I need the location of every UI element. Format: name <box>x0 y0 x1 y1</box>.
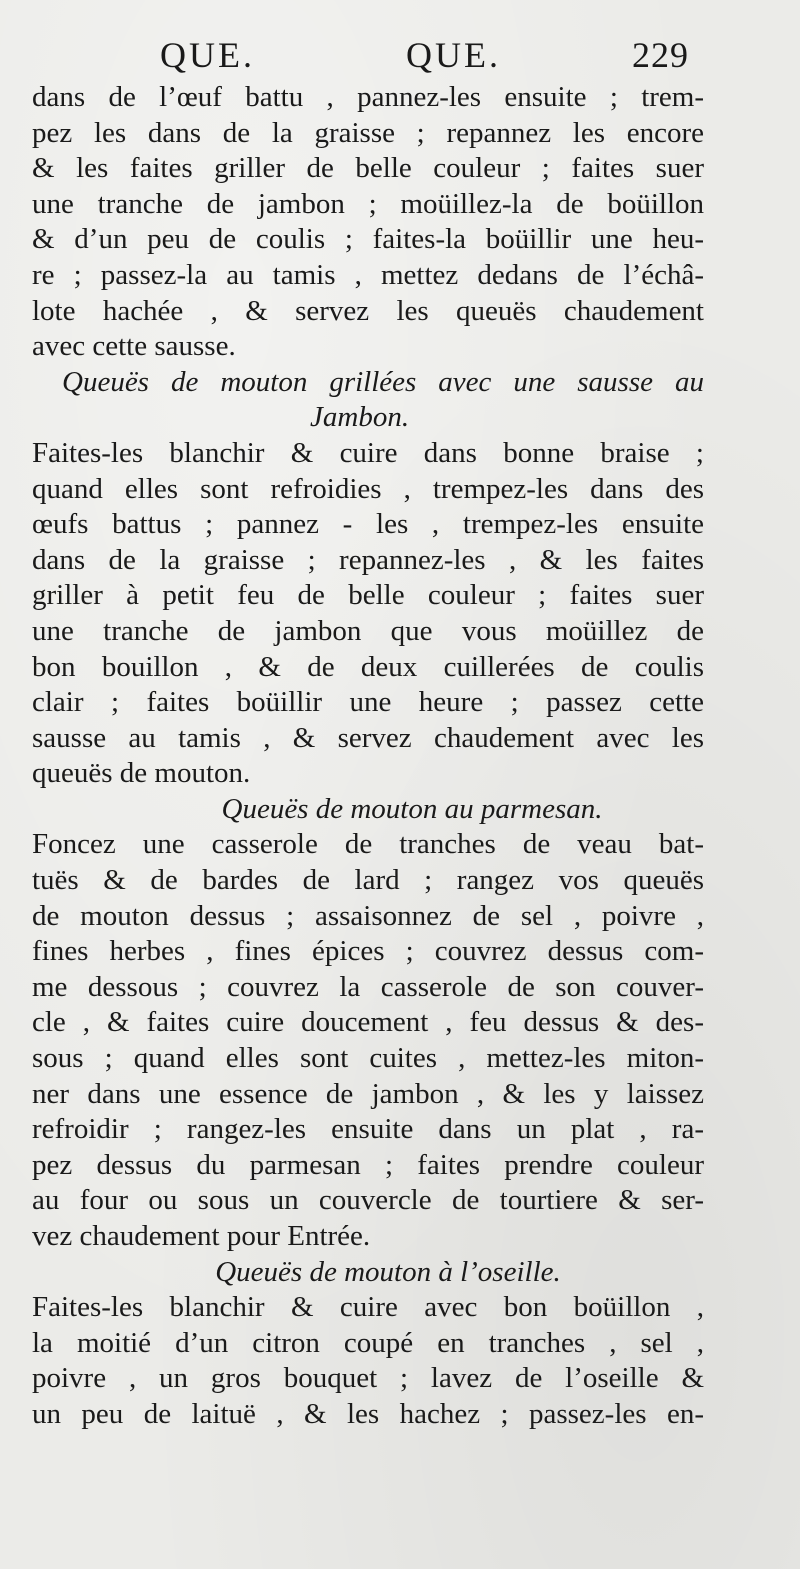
running-head-left: QUE. <box>160 35 255 75</box>
text-line: ner dans une essence de jambon , & les y laissez <box>32 1077 704 1110</box>
text-line: tuës & de bardes de lard ; rangez vos queuës <box>32 864 704 897</box>
text-line: Faites-les blanchir & cuire avec bon boüillon , <box>32 1291 704 1324</box>
text-line: sous ; quand elles sont cuites , mettez-les miton- <box>32 1042 704 1075</box>
page-header <box>0 34 800 78</box>
section-heading-continued: Jambon. <box>310 401 410 434</box>
text-line: dans de l’œuf battu , pannez-les ensuite ; trem- <box>32 81 704 113</box>
page-number: 229 <box>632 35 689 75</box>
text-line: refroidir ; rangez-les ensuite dans un plat , ra- <box>32 1113 704 1146</box>
text-line: au four ou sous un couvercle de tourtiere & ser- <box>32 1184 704 1217</box>
text-line: clair ; faites boüillir une heure ; passez cette <box>32 686 704 719</box>
text-line: griller à petit feu de belle couleur ; faites suer <box>32 579 704 612</box>
text-line: dans de la graisse ; repannez-les , & les faites <box>32 543 704 576</box>
text-line: quand elles sont refroidies , trempez-les dans des <box>32 472 704 505</box>
section-heading: Queuës de mouton à l’oseille. <box>215 1255 561 1288</box>
text-line: me dessous ; couvrez la casserole de son couver- <box>32 970 704 1003</box>
text-line: la moitié d’un citron coupé en tranches , sel , <box>32 1326 704 1359</box>
text-line: vez chaudement pour Entrée. <box>32 1220 371 1252</box>
text-line: Faites-les blanchir & cuire dans bonne braise ; <box>32 436 704 469</box>
text-line: Foncez une casserole de tranches de veau bat- <box>32 828 704 861</box>
section-heading: Queuës de mouton grillées avec une sausse au <box>62 365 704 398</box>
text-line: bon bouillon , & de deux cuillerées de coulis <box>32 650 704 683</box>
text-line: lote hachée , & servez les queuës chaudement <box>32 294 704 327</box>
page-text <box>32 80 704 1433</box>
text-line: avec cette sausse. <box>32 330 236 363</box>
text-line: fines herbes , fines épices ; couvrez dessus com- <box>32 935 704 968</box>
text-line: pez dessus du parmesan ; faites prendre couleur <box>32 1148 704 1181</box>
text-line: de mouton dessus ; assaisonnez de sel , poivre , <box>32 899 704 932</box>
running-head-right: QUE. <box>406 35 501 75</box>
text-line: sausse au tamis , & servez chaudement avec les <box>32 721 704 754</box>
text-line: pez les dans de la graisse ; repannez les encore <box>32 116 704 149</box>
text-line: poivre , un gros bouquet ; lavez de l’oseille & <box>32 1362 704 1395</box>
section-heading: Queuës de mouton au parmesan. <box>221 792 603 825</box>
text-line: un peu de laituë , & les hachez ; passez-les en- <box>32 1397 704 1430</box>
text-line: re ; passez-la au tamis , mettez dedans de l’échâ- <box>32 258 704 291</box>
text-line: une tranche de jambon que vous moüillez de <box>32 614 704 647</box>
text-line: une tranche de jambon ; moüillez-la de boüillon <box>32 187 704 220</box>
text-line: & d’un peu de coulis ; faites-la boüillir une heu- <box>32 223 704 256</box>
text-line: & les faites griller de belle couleur ; faites suer <box>32 152 704 185</box>
text-line: cle , & faites cuire doucement , feu dessus & des- <box>32 1006 704 1039</box>
text-line: queuës de mouton. <box>32 757 251 790</box>
text-line: œufs battus ; pannez - les , trempez-les ensuite <box>32 508 704 541</box>
